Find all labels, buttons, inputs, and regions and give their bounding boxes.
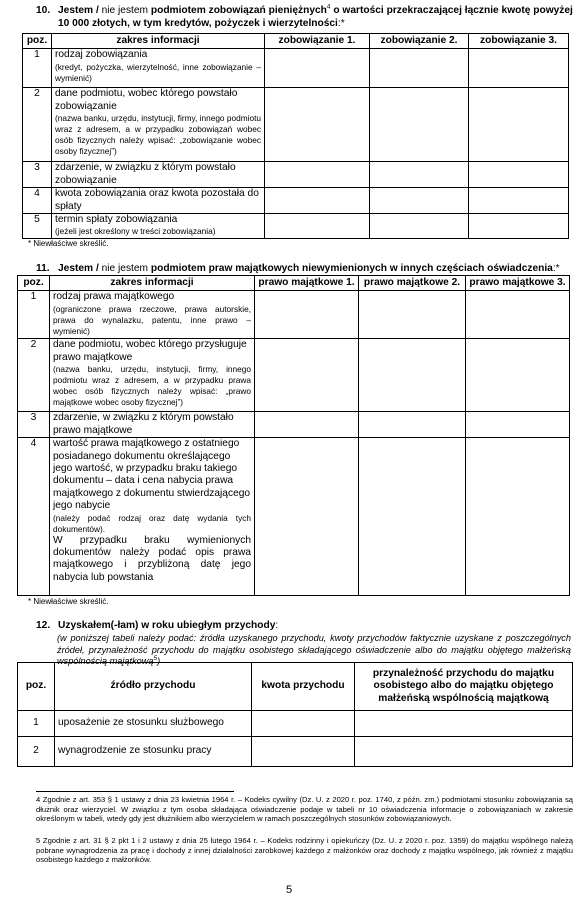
row-description [52,188,265,214]
input-cell[interactable] [355,737,573,767]
header-source: źródło przychodu [55,663,252,711]
row-sub-text: (należy podać rodzaj oraz datę wydania tych dokumentów). [53,512,251,534]
section-11-nie-jestem: nie jestem [98,263,151,274]
row-sub-text: (ograniczone prawa rzeczowe, prawa autorskie, prawa do wynalazku, patentu, inne prawo – wymienić) [53,303,251,336]
row-main-text: dane podmiotu, wobec którego przysługuje prawo majątkowe [53,339,247,363]
input-cell[interactable] [265,88,370,162]
row-sub-text: (nazwa banku, urzędu, instytucji, firmy, innego podmiotu wraz z adresem, a w przypadku prawa wobec osób fizycznych należy wpisać: „prawo majątkowe wobec osoby fizycznej”) [53,364,251,408]
header-amount: kwota przychodu [252,663,355,711]
row-main-text: zdarzenie, w związku z którym powstało prawo majątkowe [53,412,234,436]
row-main-text: zdarzenie, w związku z którym powstało zobowiązanie [55,162,236,186]
section-10-subject-line2: 10 000 złotych, w tym kredytów, pożyczek i wierzytelności [58,18,338,29]
row-main-text: rodzaj zobowiązania [55,49,148,61]
header-item-2: prawo majątkowe 2. [359,276,466,291]
section-11-number: 11. [36,263,50,274]
section-10-title [36,4,576,30]
input-cell[interactable] [370,162,469,188]
row-description [50,438,255,596]
footnote-ref-4[interactable]: 4 [326,3,331,11]
table-row [23,188,569,214]
header-poz: poz. [18,663,55,711]
row-description [50,291,255,339]
row-number: 2 [18,737,55,767]
header-poz: poz. [18,276,50,291]
row-number: 2 [23,88,52,162]
input-cell[interactable] [469,162,569,188]
input-cell[interactable] [255,412,359,438]
footnote-ref-5[interactable]: 5 [153,654,158,662]
row-number: 5 [23,214,52,239]
input-cell[interactable] [265,214,370,239]
footnote-separator [36,791,234,792]
table-row [23,214,569,239]
input-cell[interactable] [370,49,469,88]
section-12-title [36,619,576,632]
table-row [18,737,573,767]
section-11-title [36,262,576,275]
row-main-text: dane podmiotu, wobec którego powstało zobowiązanie [55,88,238,112]
income-source: wynagrodzenie ze stosunku pracy [55,737,252,767]
row-number: 1 [23,49,52,88]
input-cell[interactable] [466,339,570,412]
row-description [52,49,265,88]
header-zakres: zakres informacji [50,276,255,291]
input-cell[interactable] [252,737,355,767]
section-10-subject-cont: o wartości przekraczającej łącznie kwotę powyżej [330,5,573,16]
input-cell[interactable] [370,214,469,239]
section-12-colon: : [275,620,279,631]
row-description [50,339,255,412]
section-12-heading: Uzyskałem(-łam) w roku ubiegłym przychody [58,620,276,631]
row-number: 1 [18,711,55,737]
section-10-nie-jestem: nie jestem [98,5,151,16]
input-cell[interactable] [469,188,569,214]
section-11-table [17,275,570,596]
input-cell[interactable] [469,88,569,162]
table-row [23,162,569,188]
header-item-1: prawo majątkowe 1. [255,276,359,291]
section-11-note: * Niewłaściwe skreślić. [28,597,109,606]
input-cell[interactable] [359,291,466,339]
header-item-3: prawo majątkowe 3. [466,276,570,291]
section-10-jestem: Jestem / [58,5,99,16]
table-row [18,711,573,737]
footnote-4: 4 Zgodnie z art. 353 § 1 ustawy z dnia 23 kwietnia 1964 r. – Kodeks cywilny (Dz. U. z 2020 r. poz. 1740, z późn. zm.) podmiotami stosunku zobowiązania są dłużnik oraz wierzyciel. W związku z tym osoba składająca oświadczenie podaje w tabeli nr 10 oświadczenia informacje o zobowiązaniach w zakresie określonym w tabeli, wtedy gdy jest dłużnikiem albo wierzycielem w ramach poszczególnych stosunków zobowiązaniowych. [36,795,573,824]
row-sub-text: (kredyt, pożyczka, wierzytelność, inne zobowiązanie – wymienić) [55,61,261,83]
table-row [18,339,570,412]
footnote-5: 5 Zgodnie z art. 31 § 2 pkt 1 i 2 ustawy z dnia 25 lutego 1964 r. – Kodeks rodzinny i opiekuńczy (Dz. U. z 2020 r. poz. 1359) do majątku wspólnego należą pobrane wynagrodzenia za pracę i dochody z innej działalności zarobkowej każdego z małżonków oraz dochody z majątku wspólnego, jak również z majątku osobistego każdego z małżonków. [36,836,573,865]
row-number: 3 [18,412,50,438]
input-cell[interactable] [469,49,569,88]
input-cell[interactable] [359,412,466,438]
table-row [18,291,570,339]
input-cell[interactable] [265,49,370,88]
row-main-text: wartość prawa majątkowego z ostatniego posiadanego dokumentu określającego jego wartość, w przypadku braku takiego dokumentu – data i cena nabycia prawa majątkowego z dokumentu stwierdzającego jego nabycie [53,438,251,512]
input-cell[interactable] [255,438,359,596]
row-sub-text: (jeżeli jest określony w treści zobowiązania) [55,226,216,237]
section-12-description-text: (w poniższej tabeli należy podać: źródła uzyskanego przychodu, kwoty przychodów faktycznie uzyskane z poszczególnych źródeł, przynależność przychodu do majątku osobistego składającego oświadczenie albo do majątku objętego małżeńską wspólnością majątkową [57,633,571,666]
row-number: 4 [23,188,52,214]
row-description [52,214,265,239]
header-item-2: zobowiązanie 2. [370,34,469,49]
header-item-1: zobowiązanie 1. [265,34,370,49]
input-cell[interactable] [255,291,359,339]
input-cell[interactable] [370,188,469,214]
section-10-table [22,33,569,239]
row-main-text: kwota zobowiązania oraz kwota pozostała do spłaty [55,188,259,212]
row-description [50,412,255,438]
row-main-text: rodzaj prawa majątkowego [53,291,175,303]
input-cell[interactable] [466,291,570,339]
input-cell[interactable] [252,711,355,737]
input-cell[interactable] [359,438,466,596]
row-description [52,162,265,188]
header-poz: poz. [23,34,52,49]
table-row [23,49,569,88]
table-row [18,438,570,596]
header-ownership: przynależność przychodu do majątku osobistego albo do majątku objętego małżeńską wspólnością majątkową [355,663,573,711]
row-main-text: termin spłaty zobowiązania [55,214,178,226]
row-extra-text: W przypadku braku wymienionych dokumentów należy podać opis prawa majątkowego i przybliżoną datę jego nabycia lub powstania [53,534,251,583]
row-number: 1 [18,291,50,339]
input-cell[interactable] [469,214,569,239]
input-cell[interactable] [255,339,359,412]
section-10-subject: podmiotem zobowiązań pieniężnych [150,5,327,16]
input-cell[interactable] [265,162,370,188]
input-cell[interactable] [355,711,573,737]
section-10-number: 10. [36,5,51,16]
income-source: uposażenie ze stosunku służbowego [55,711,252,737]
section-11-subject: podmiotem praw majątkowych niewymienionych w innych częściach oświadczenia [150,263,553,274]
input-cell[interactable] [265,188,370,214]
input-cell[interactable] [466,412,570,438]
input-cell[interactable] [370,88,469,162]
header-item-3: zobowiązanie 3. [469,34,569,49]
section-11-asterisk: :* [552,263,560,274]
row-number: 4 [18,438,50,596]
section-10-asterisk: :* [337,18,345,29]
section-12-description-end: ) [157,656,161,666]
table-row [18,412,570,438]
page-number: 5 [286,884,293,896]
row-number: 2 [18,339,50,412]
row-description [52,88,265,162]
table-row [23,88,569,162]
section-12-table [17,662,573,767]
input-cell[interactable] [466,438,570,596]
section-12-number: 12. [36,620,51,631]
header-zakres: zakres informacji [52,34,265,49]
input-cell[interactable] [359,339,466,412]
row-sub-text: (nazwa banku, urzędu, instytucji, firmy, innego podmiotu wraz z adresem, a w przypadku zobowiązań wobec osób fizycznych należy wpisać: „zobowiązanie wobec osoby fizycznej”) [55,113,261,157]
section-10-note: * Niewłaściwe skreślić. [28,239,109,248]
section-11-jestem: Jestem / [58,263,99,274]
row-number: 3 [23,162,52,188]
